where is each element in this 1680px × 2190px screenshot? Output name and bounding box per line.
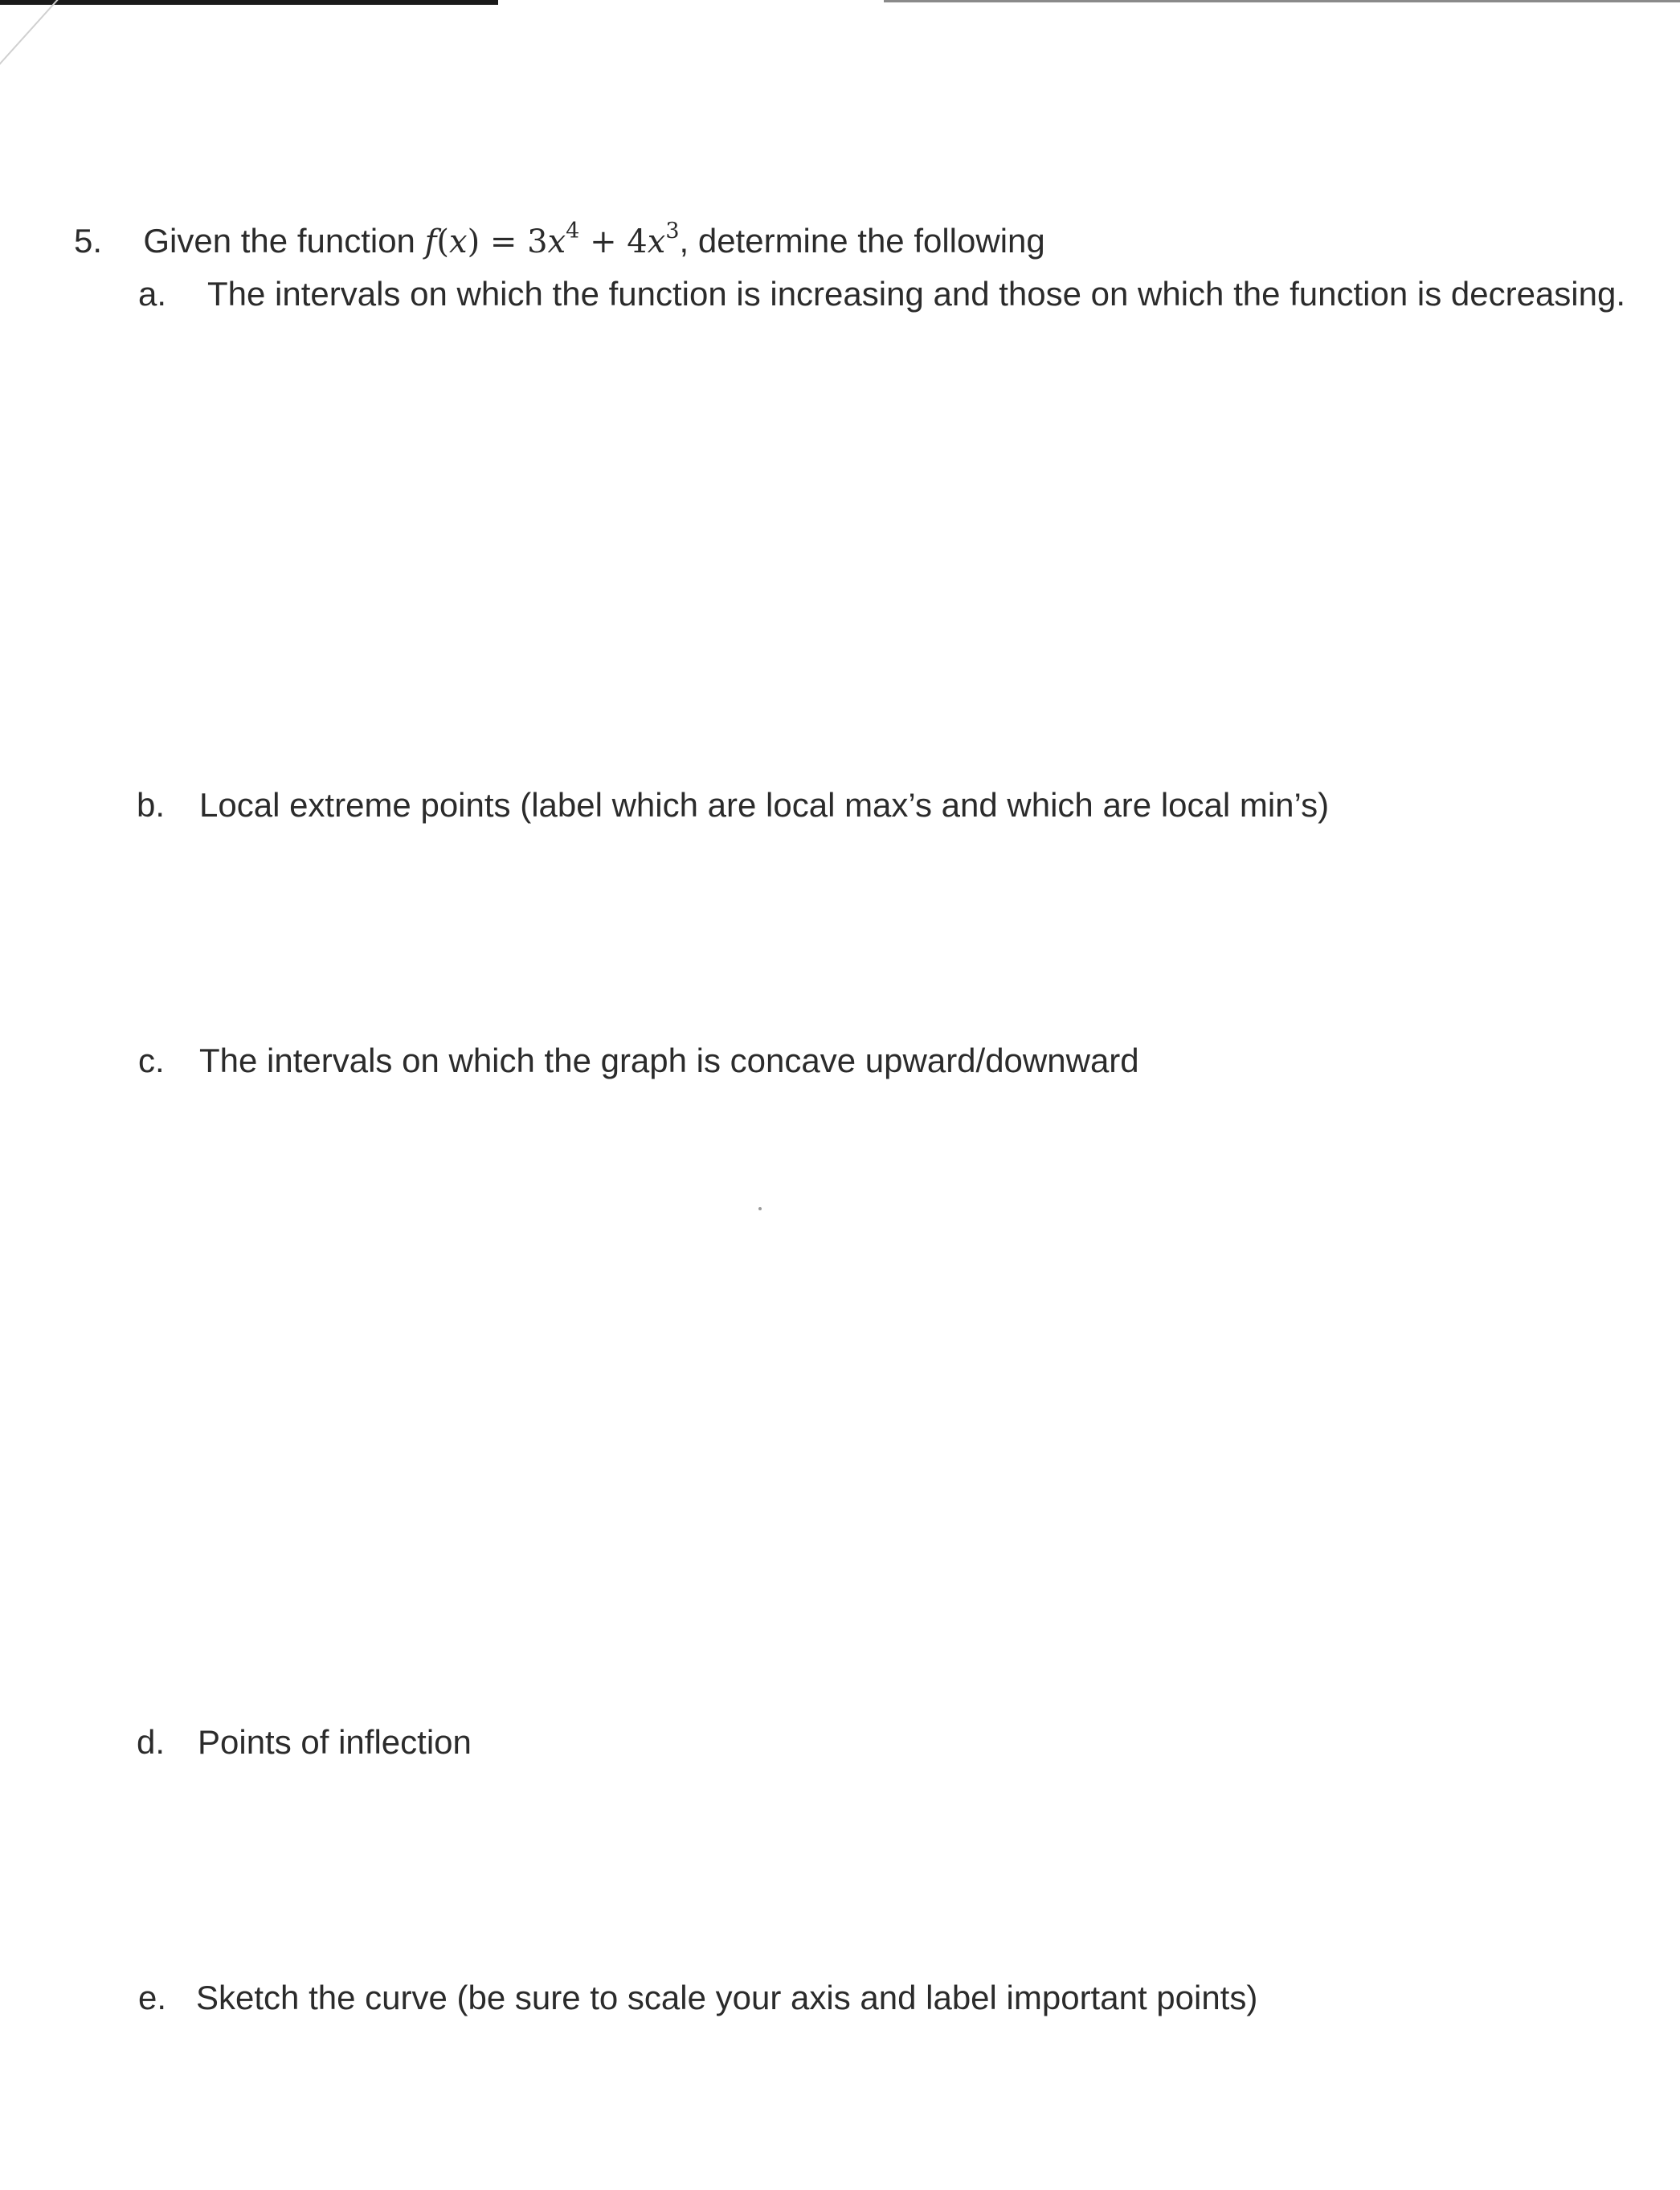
- part-b-letter: b.: [137, 786, 166, 824]
- part-c-letter: c.: [138, 1042, 165, 1079]
- scan-mark: [0, 0, 104, 81]
- part-a-letter: a.: [138, 275, 167, 313]
- problem-intro: Given the function: [143, 222, 415, 260]
- problem-intro-tail: , determine the following: [679, 222, 1045, 260]
- scan-speck: [758, 1207, 762, 1210]
- part-e: [138, 1977, 166, 2019]
- part-e-text: Sketch the curve (be sure to scale your axis and label important points): [196, 1979, 1258, 2016]
- part-b: [137, 784, 165, 826]
- function-expression: $f(x) = 3x^4 + 4x^3$: [424, 219, 680, 260]
- scan-edge-top-right: [884, 0, 1680, 2]
- part-a-text: The intervals on which the function is increasing and those on which the function is decreasing.: [207, 275, 1626, 313]
- part-e-letter: e.: [138, 1979, 167, 2016]
- part-b-text: Local extreme points (label which are local max’s and which are local min’s): [199, 786, 1330, 824]
- part-c: [138, 1040, 165, 1082]
- part-c-text: The intervals on which the graph is concave upward/downward: [199, 1042, 1139, 1079]
- part-d-text: Points of inflection: [198, 1723, 472, 1761]
- part-d: [137, 1721, 165, 1763]
- part-a: [138, 273, 166, 315]
- problem-number: 5.: [74, 222, 103, 260]
- part-d-letter: d.: [137, 1723, 166, 1761]
- problem-heading: [74, 220, 1045, 263]
- scan-edge-top: [0, 0, 498, 5]
